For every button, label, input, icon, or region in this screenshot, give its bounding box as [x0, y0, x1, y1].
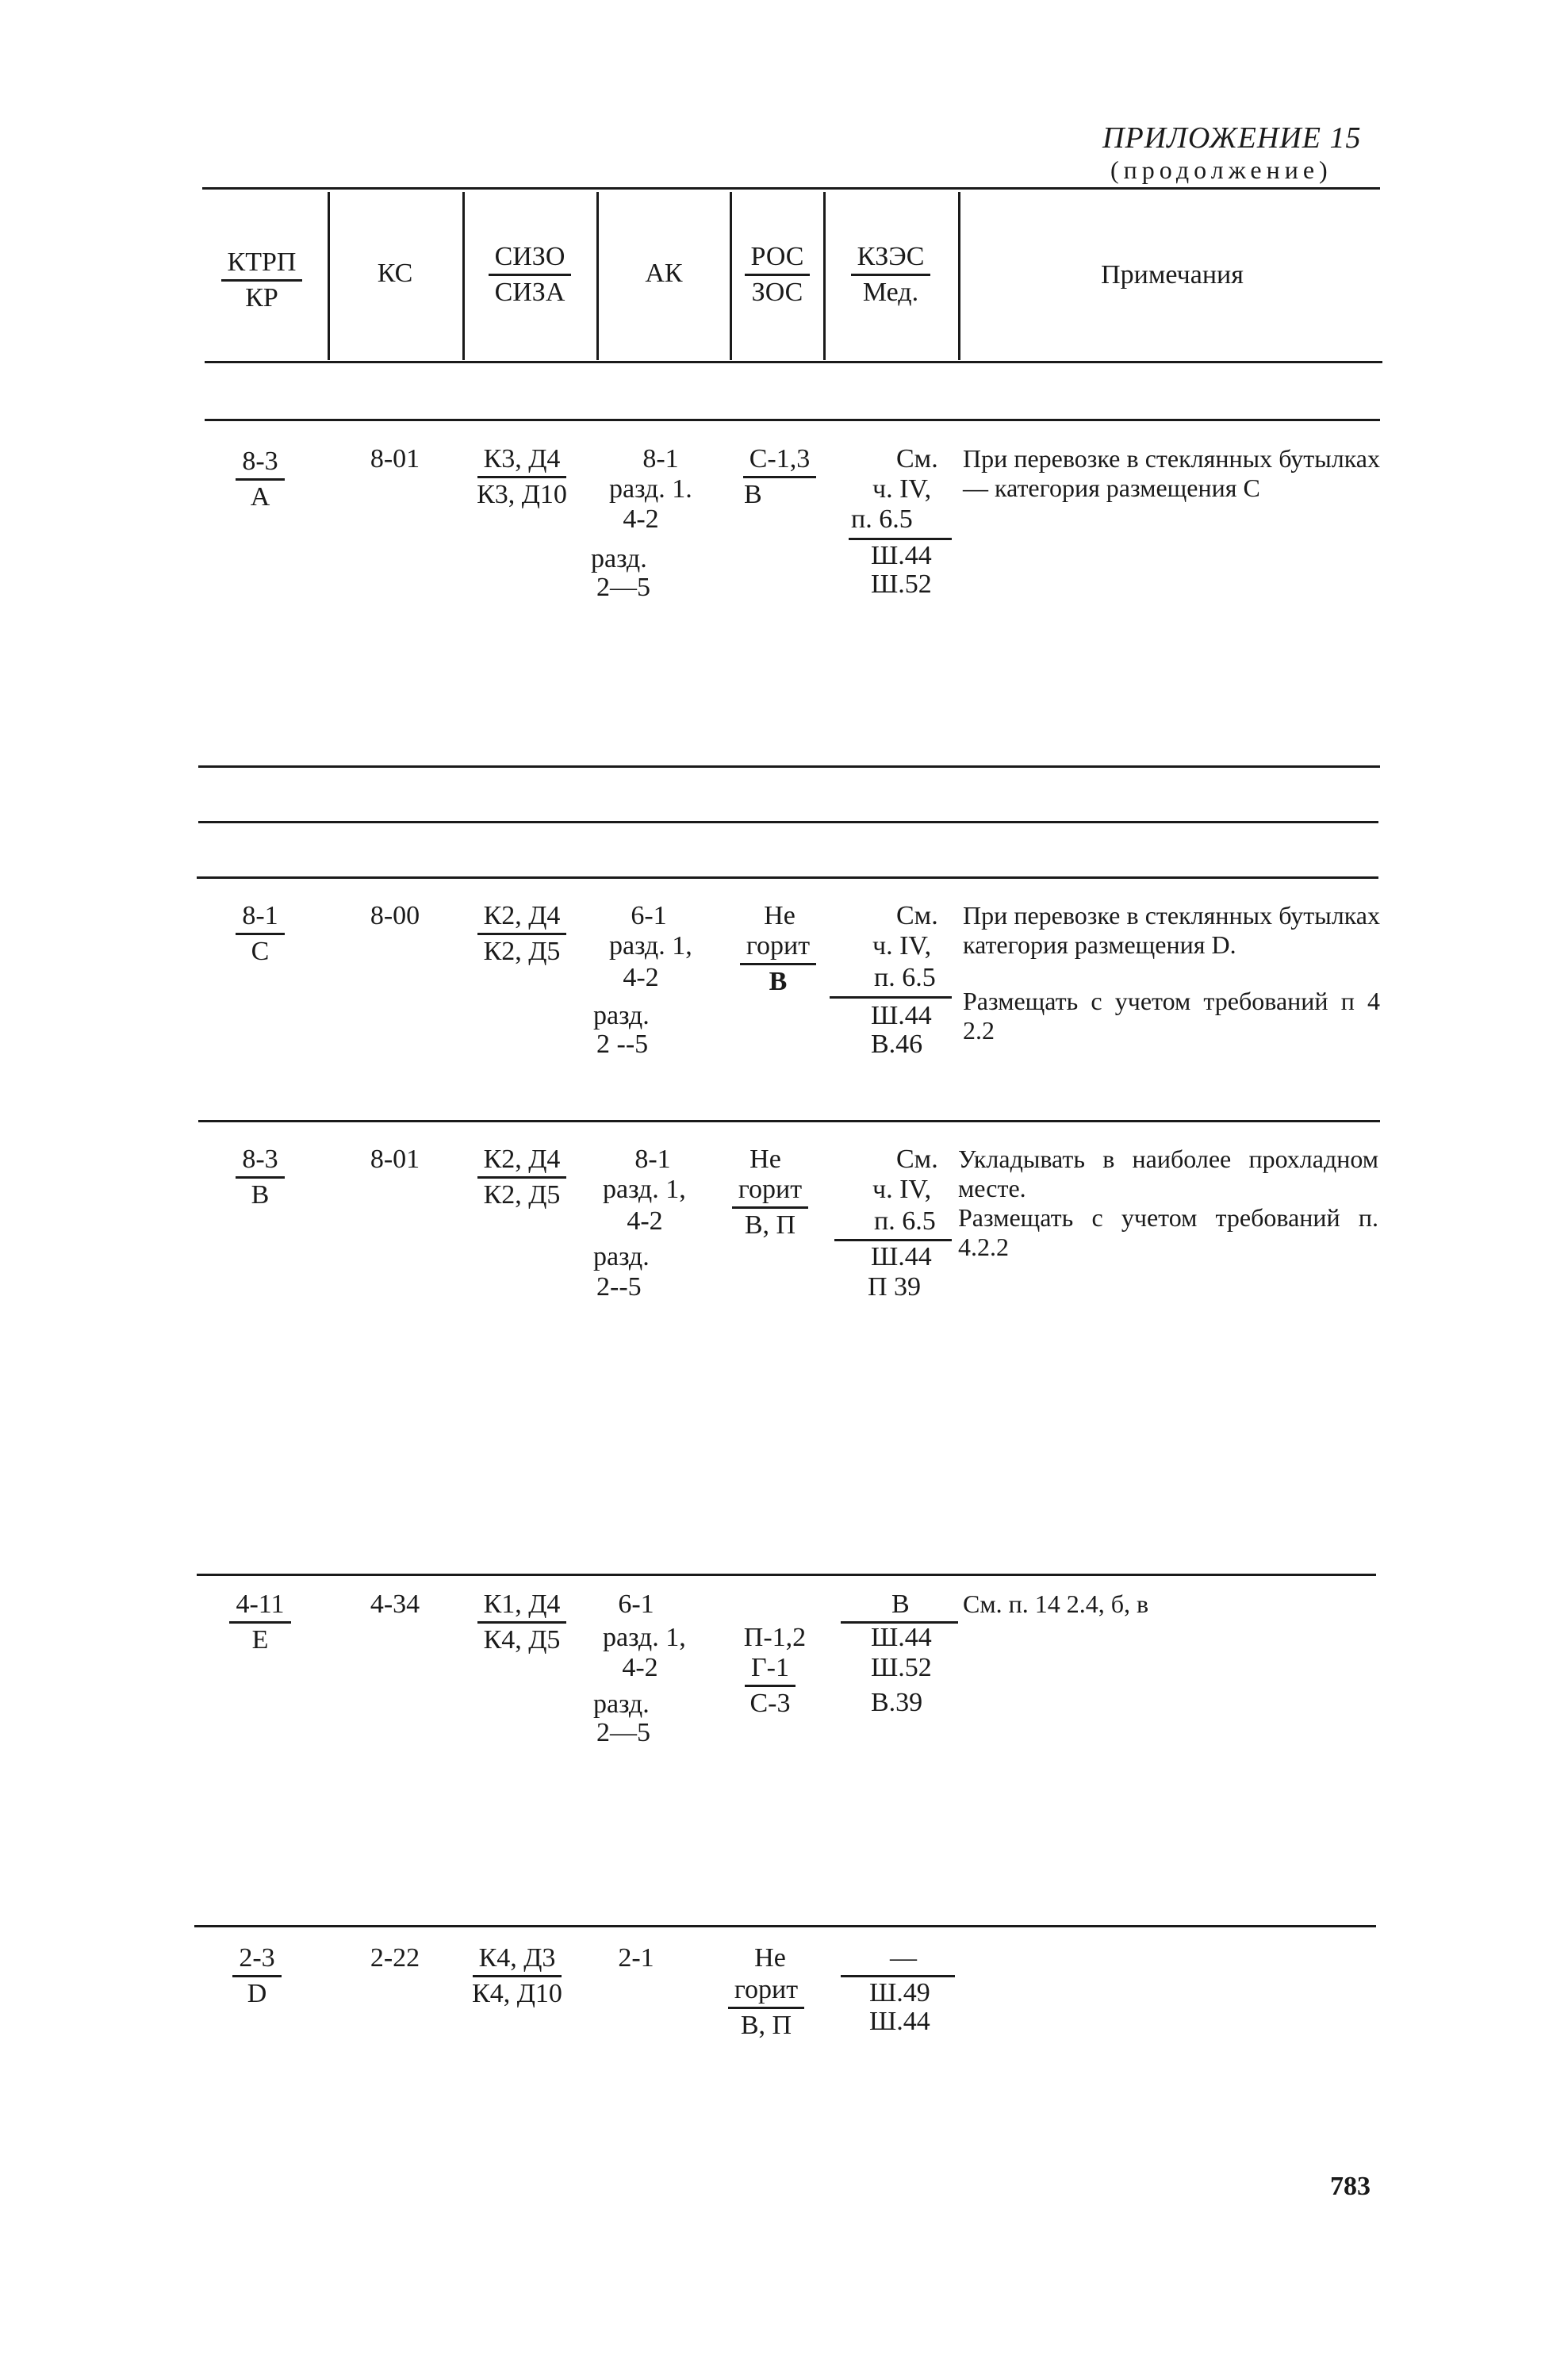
cell-ak-line: 2--5	[596, 1272, 642, 1302]
column-divider	[823, 192, 826, 360]
section-rule	[197, 876, 1378, 879]
cell-sizo-num: К2, Д4	[477, 901, 567, 935]
cell-ak-line: разд.	[593, 1242, 650, 1271]
column-header-ktrp	[198, 247, 325, 313]
cell-kzes-line: См.	[896, 1145, 938, 1174]
cell-kzes-line: Ш.44	[869, 2007, 930, 2036]
cell-kzes-line: Ш.49	[869, 1978, 930, 2007]
cell-kzes-line: ч. IV,	[872, 1175, 932, 1204]
cell-ros	[703, 1975, 830, 2041]
cell-sizo-num: К4, Д3	[473, 1943, 562, 1977]
cell-ak-line: разд. 1,	[603, 1175, 686, 1204]
cell-kzes-line: ч. IV,	[872, 474, 932, 504]
cell-ktrp	[197, 447, 324, 512]
cell-ak-line: 4-2	[622, 1653, 658, 1682]
cell-ak-line: 4-2	[623, 504, 659, 534]
cell-kzes-line: В	[891, 1589, 910, 1619]
cell-sizo-den: К3, Д10	[477, 480, 567, 509]
cell-kzes-line: В.39	[871, 1688, 923, 1717]
cell-ktrp-den: D	[247, 1979, 267, 2008]
cell-ktrp-den: Е	[251, 1625, 269, 1655]
cell-kzes-line: Ш.44	[871, 1242, 932, 1271]
column-header-ros-num: РОС	[745, 242, 811, 276]
column-header-ktrp-den: КР	[245, 283, 278, 313]
cell-ktrp-den: А	[250, 482, 270, 512]
cell-ak-line: разд.	[591, 544, 647, 573]
cell-ak-line: 6-1	[618, 1589, 654, 1619]
column-divider	[730, 192, 732, 360]
cell-kzes-line: См.	[896, 444, 938, 474]
cell-ros-line: Не	[754, 1943, 786, 1973]
section-rule	[194, 1925, 1376, 1927]
kzes-fraction-line	[849, 538, 952, 540]
cell-ak-line: 4-2	[627, 1206, 663, 1236]
cell-ak-line: 2—5	[596, 1718, 650, 1747]
cell-ak-line: 4-2	[623, 963, 659, 992]
cell-ktrp-num: 8-3	[236, 1145, 284, 1179]
column-header-ks: КС	[377, 259, 413, 288]
cell-ks: 8-01	[370, 1145, 420, 1174]
cell-ks: 8-01	[370, 444, 420, 474]
cell-sizo-den: К2, Д5	[483, 1180, 561, 1210]
column-divider	[958, 192, 960, 360]
kzes-fraction-line	[841, 1975, 955, 1977]
cell-ak-line: разд. 1,	[609, 931, 692, 961]
kzes-fraction-line	[830, 996, 952, 999]
cell-ktrp-num: 8-3	[236, 447, 284, 481]
cell-note: Укладывать в наиболее прохладном месте.	[958, 1145, 1378, 1202]
cell-ak-line: разд. 1,	[603, 1623, 686, 1652]
cell-ak-line: 2 --5	[596, 1030, 649, 1059]
header-top-rule	[202, 187, 1380, 190]
cell-kzes-line: Ш.44	[871, 1623, 932, 1652]
cell-ks: 8-00	[370, 901, 420, 930]
cell-sizo-den: К2, Д5	[483, 937, 561, 966]
cell-kzes-line: —	[890, 1943, 917, 1973]
cell-ak-line: разд.	[593, 1689, 650, 1719]
section-rule	[198, 1120, 1380, 1122]
column-header-ros	[734, 242, 821, 308]
cell-ros-num: горит	[732, 1175, 808, 1209]
cell-ktrp-num: 4-11	[229, 1589, 290, 1624]
cell-ak-line: 6-1	[631, 901, 667, 930]
cell-kzes-line: В.46	[871, 1030, 923, 1059]
cell-sizo-den: К4, Д5	[483, 1625, 561, 1655]
cell-ros-num: горит	[728, 1975, 804, 2009]
cell-kzes-line: п. 6.5	[851, 504, 913, 534]
cell-ktrp-num: 2-3	[232, 1943, 281, 1977]
column-header-kzes-den: Мед.	[862, 278, 919, 307]
cell-ks: 4-34	[370, 1589, 420, 1619]
cell-ktrp-den: С	[251, 937, 270, 966]
appendix-subtitle: (продолжение)	[1110, 155, 1332, 184]
column-header-kzes	[827, 242, 954, 308]
column-header-notes: Примечания	[1101, 260, 1244, 290]
cell-note: При перевозке в стеклянных бутылках — категория размещения С	[963, 444, 1380, 502]
cell-ktrp	[194, 1943, 320, 2009]
cell-ros-num: горит	[740, 931, 816, 965]
cell-ros-den: В, П	[740, 2011, 792, 2040]
cell-kzes-line: П 39	[868, 1272, 922, 1302]
cell-kzes-line: п. 6.5	[874, 1206, 936, 1236]
cell-ktrp	[197, 1589, 324, 1655]
cell-ros-line: П-1,2	[743, 1623, 807, 1652]
section-rule	[205, 419, 1380, 421]
section-rule	[197, 1574, 1376, 1576]
cell-ak-line: 8-1	[634, 1145, 671, 1174]
cell-note: Размещать с учетом требований п 4 2.2	[963, 987, 1380, 1045]
column-divider	[462, 192, 465, 360]
column-divider	[328, 192, 330, 360]
column-header-ktrp-num: КТРП	[221, 247, 303, 282]
cell-ros	[711, 1175, 830, 1241]
cell-sizo	[446, 1943, 588, 2009]
cell-ak-line: 2—5	[596, 573, 650, 602]
cell-ros-num: С-1,3	[743, 444, 817, 478]
cell-ros-line: Не	[749, 1145, 781, 1174]
page-number: 783	[1330, 2172, 1371, 2201]
cell-ak-line: 2-1	[618, 1943, 654, 1973]
cell-ros-den: В	[769, 967, 788, 996]
column-divider	[596, 192, 599, 360]
cell-ak-line: 8-1	[642, 444, 679, 474]
cell-sizo	[450, 444, 593, 510]
cell-ros-line: Не	[764, 901, 796, 930]
cell-ros-den: В	[744, 480, 762, 509]
column-header-sizo-num: СИЗО	[489, 242, 572, 276]
cell-kzes-line: Ш.52	[871, 569, 932, 599]
cell-note: Размещать с учетом требований п. 4.2.2	[958, 1203, 1378, 1261]
cell-ros-den: В, П	[744, 1210, 796, 1240]
cell-kzes-line: ч. IV,	[872, 931, 932, 961]
cell-kzes-line: Ш.52	[871, 1653, 932, 1682]
cell-ktrp	[197, 1145, 324, 1210]
cell-ros	[711, 1653, 830, 1719]
cell-sizo-num: К3, Д4	[477, 444, 567, 478]
section-rule	[198, 821, 1378, 823]
cell-ros-num: Г-1	[745, 1653, 796, 1687]
header-bottom-rule	[205, 361, 1382, 363]
cell-sizo-den: К4, Д10	[472, 1979, 562, 2008]
cell-ak-line: разд. 1.	[609, 474, 692, 504]
cell-kzes-line: Ш.44	[871, 1001, 932, 1030]
cell-ks: 2-22	[370, 1943, 420, 1973]
column-header-ros-den: ЗОС	[751, 278, 803, 307]
cell-ak-line: разд.	[593, 1001, 650, 1030]
kzes-fraction-line	[834, 1239, 952, 1241]
cell-ktrp-num: 8-1	[236, 901, 284, 935]
appendix-title: ПРИЛОЖЕНИЕ 15	[1102, 121, 1362, 155]
cell-kzes-line: Ш.44	[871, 541, 932, 570]
cell-ros	[719, 931, 838, 997]
cell-ktrp	[197, 901, 324, 967]
cell-sizo-num: К1, Д4	[477, 1589, 567, 1624]
cell-ktrp-den: В	[251, 1180, 270, 1210]
cell-kzes-line: См.	[896, 901, 938, 930]
section-rule	[198, 765, 1380, 768]
cell-note: При перевозке в стеклянных бутылках категория размещения D.	[963, 901, 1380, 959]
cell-ros	[728, 444, 831, 510]
cell-sizo	[450, 1589, 593, 1655]
column-header-sizo	[466, 242, 593, 308]
cell-kzes-line: п. 6.5	[874, 963, 936, 992]
column-header-kzes-num: КЗЭС	[851, 242, 931, 276]
cell-sizo	[450, 901, 593, 967]
cell-sizo	[450, 1145, 593, 1210]
column-header-sizo-den: СИЗА	[494, 278, 565, 307]
column-header-ak: АК	[645, 259, 683, 288]
cell-ros-den: С-3	[749, 1689, 791, 1718]
cell-sizo-num: К2, Д4	[477, 1145, 567, 1179]
cell-note: См. п. 14 2.4, б, в	[963, 1589, 1149, 1618]
